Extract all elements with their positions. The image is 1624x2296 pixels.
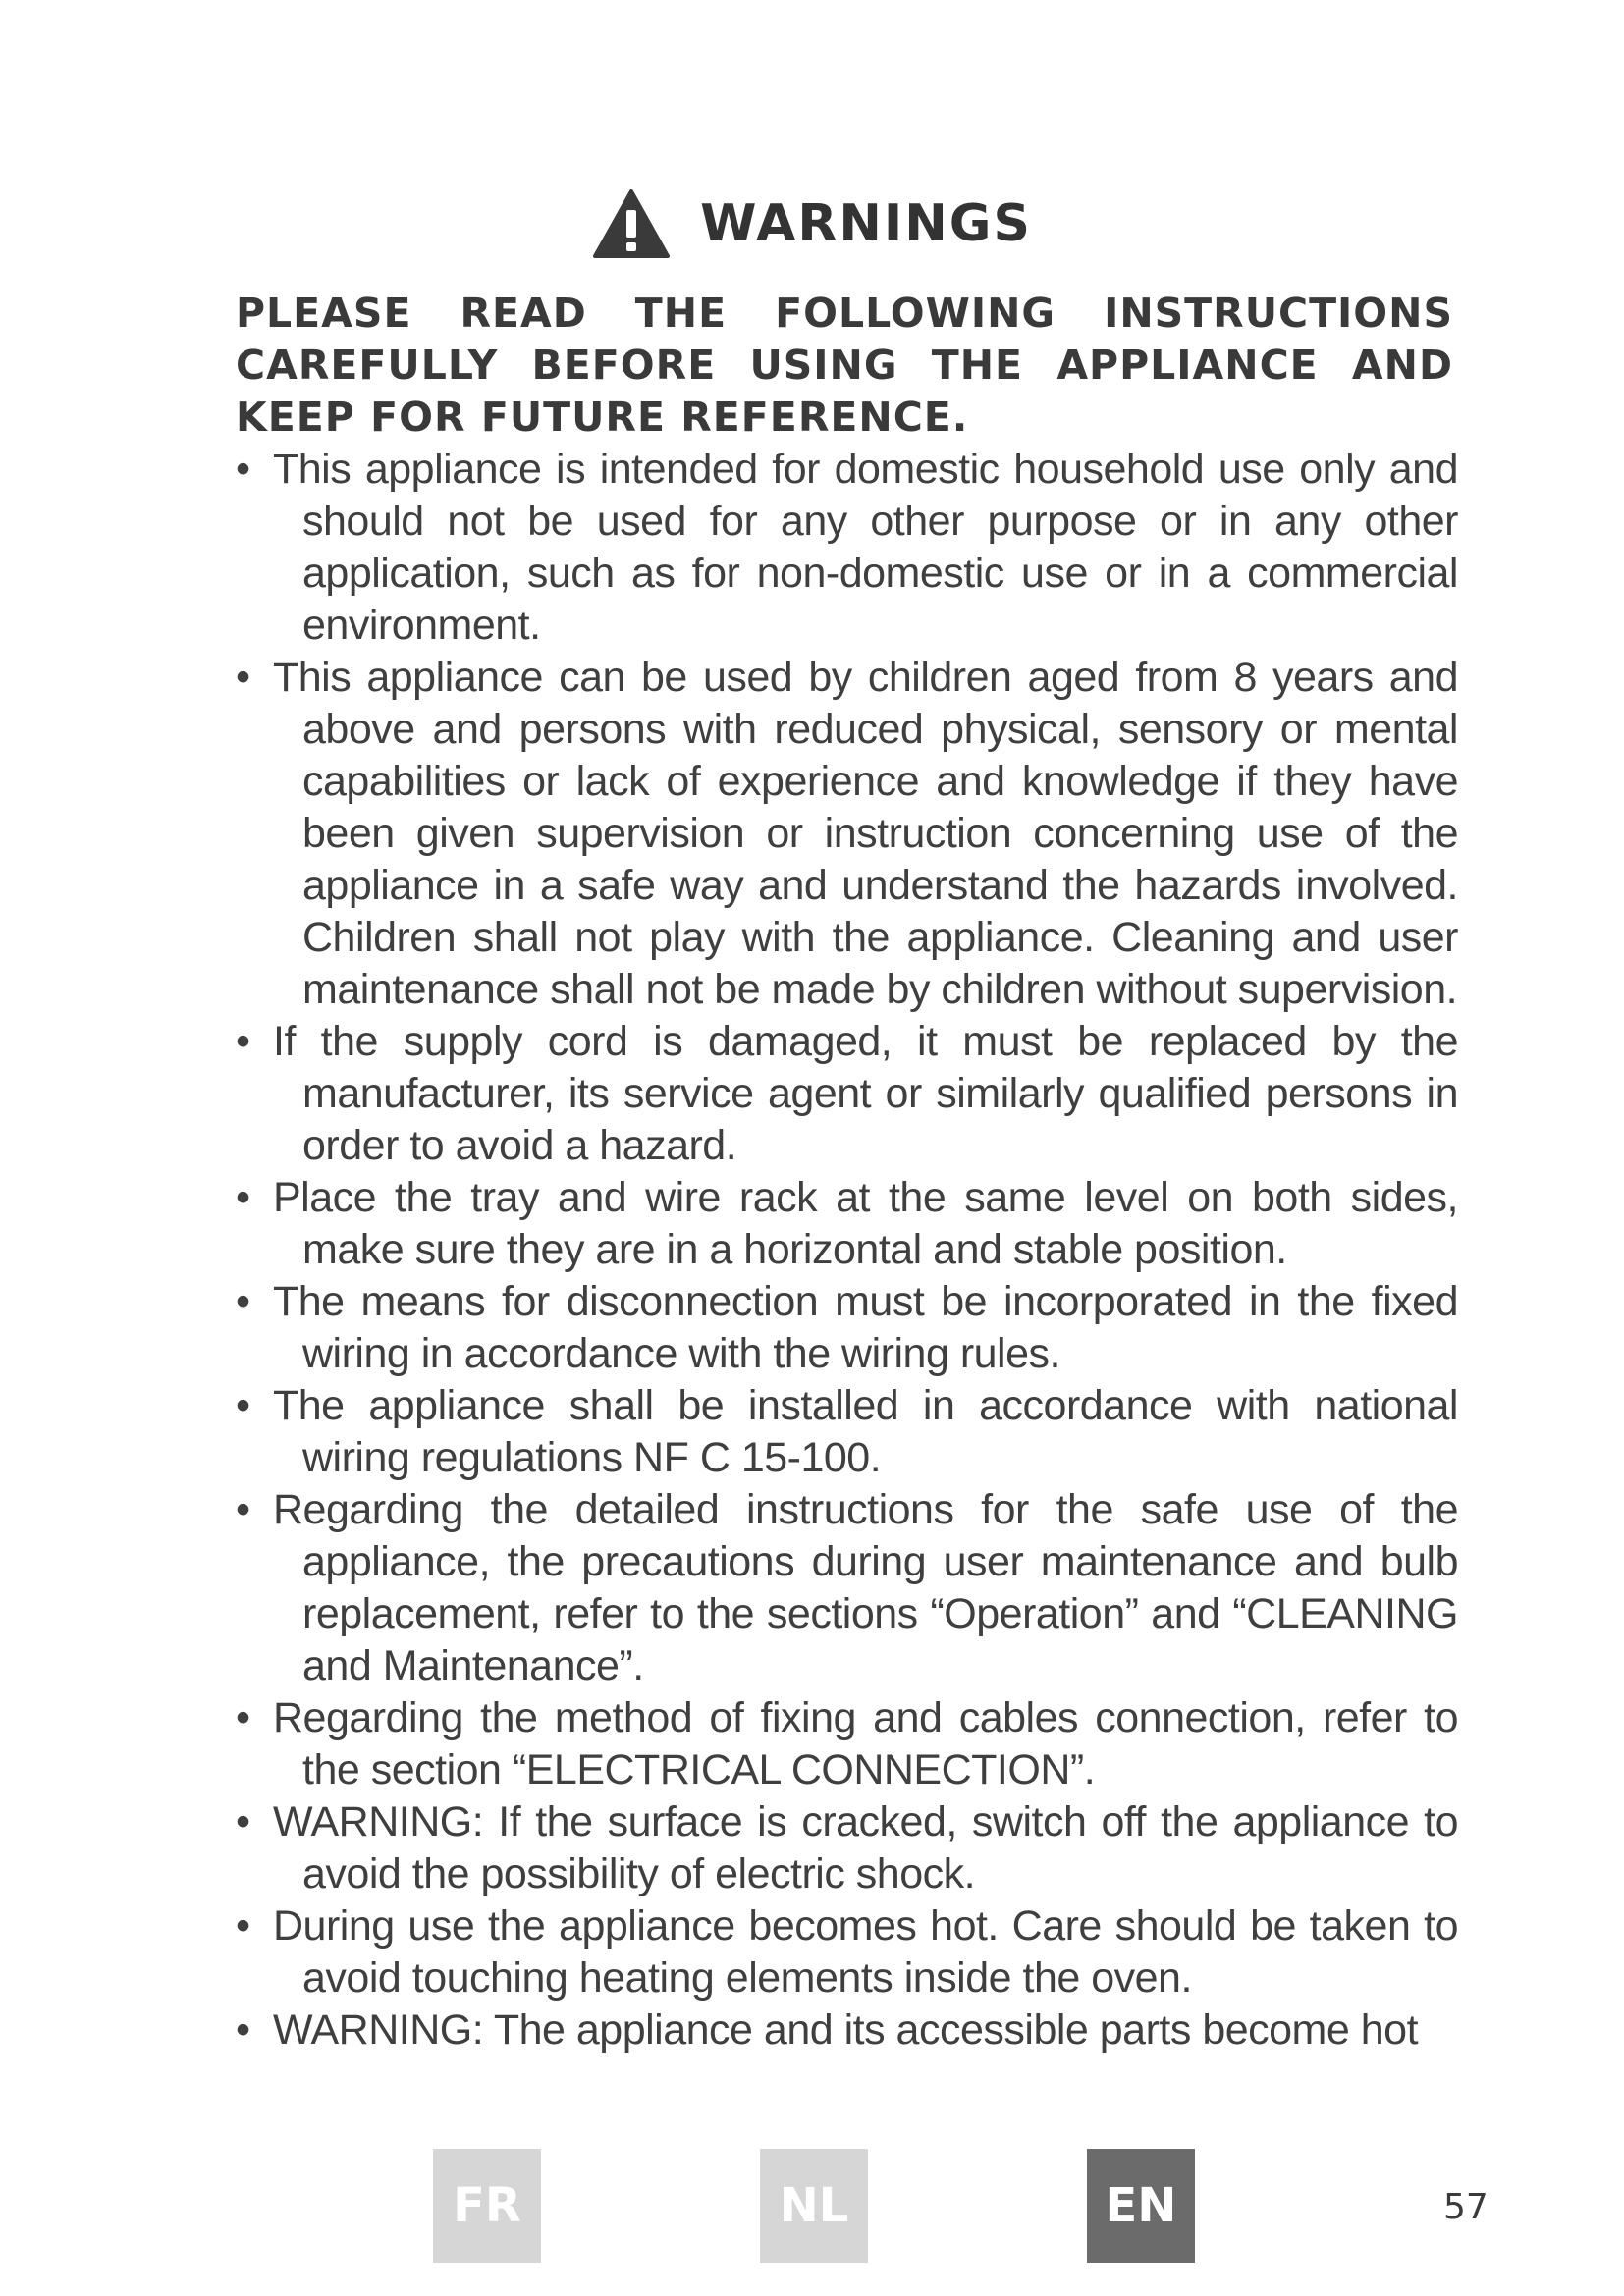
list-item-text: This appliance can be used by children aged from 8 years and above and persons with reduced physical, sensory or mental capabilities or lack of experience and knowledge if they have been given supervision or instruction concerning use of the appliance in a safe way and understand the hazards involved. Children shall not play with the appliance. Cleaning and user maintenance shall not be made by children without supervision. [273,654,1458,1013]
bullet-icon: • [236,1486,250,1533]
list-item-text: Regarding the method of fixing and cables connection, refer to the section “ELECTRICAL CONNECTION”. [273,1694,1458,1793]
bullet-icon: • [236,1382,250,1429]
list-item [236,444,1458,652]
bullet-icon: • [236,1174,250,1221]
list-item [236,652,1458,1016]
bullet-icon: • [236,1902,250,1949]
language-tab-en[interactable]: EN [1087,2149,1195,2263]
list-item-text: WARNING: The appliance and its accessible parts become hot [273,2006,1419,2054]
list-item-text: WARNING: If the surface is cracked, switch off the appliance to avoid the possibility of electric shock. [273,1798,1458,1897]
warning-list [236,444,1458,2056]
bullet-icon: • [236,1694,250,1741]
bullet-icon: • [236,2006,250,2054]
list-item [236,1796,1458,1900]
language-tabs [0,2149,1624,2265]
bullet-icon: • [236,654,250,701]
warning-triangle-icon [592,188,671,259]
list-item [236,1380,1458,1484]
intro-notice: PLEASE READ THE FOLLOWING INSTRUCTIONS CAREFULLY BEFORE USING THE APPLIANCE AND KEEP FOR FUTURE REFERENCE. [236,290,1453,441]
list-item-text: The appliance shall be installed in accordance with national wiring regulations NF C 15-100. [273,1382,1458,1481]
list-item [236,1484,1458,1692]
list-item [236,1016,1458,1172]
bullet-icon: • [236,446,250,493]
list-item [236,1692,1458,1796]
page-title: WARNINGS [700,194,1032,253]
list-item-text: The means for disconnection must be incorporated in the fixed wiring in accordance with the wiring rules. [273,1278,1458,1377]
section-heading [0,188,1624,259]
list-item-text: This appliance is intended for domestic household use only and should not be used for any other purpose or in any other application, such as for non-domestic use or in a commercial environment. [273,446,1458,649]
list-item [236,2004,1458,2056]
bullet-icon: • [236,1278,250,1325]
list-item [236,1276,1458,1380]
list-item-text: If the supply cord is damaged, it must be replaced by the manufacturer, its service agent or similarly qualified persons in order to avoid a hazard. [273,1018,1458,1169]
page-number: 57 [1443,2187,1489,2227]
list-item-text: Place the tray and wire rack at the same level on both sides, make sure they are in a horizontal and stable position. [273,1174,1458,1273]
language-tab-fr[interactable]: FR [433,2149,541,2263]
bullet-icon: • [236,1018,250,1065]
bullet-icon: • [236,1798,250,1845]
language-tab-nl[interactable]: NL [760,2149,868,2263]
list-item [236,1900,1458,2004]
list-item-text: Regarding the detailed instructions for the safe use of the appliance, the precautions during user maintenance and bulb replacement, refer to the sections “Operation” and “CLEANING and Maintenance”. [273,1486,1458,1689]
list-item-text: During use the appliance becomes hot. Care should be taken to avoid touching heating elements inside the oven. [273,1902,1458,2002]
list-item [236,1172,1458,1276]
